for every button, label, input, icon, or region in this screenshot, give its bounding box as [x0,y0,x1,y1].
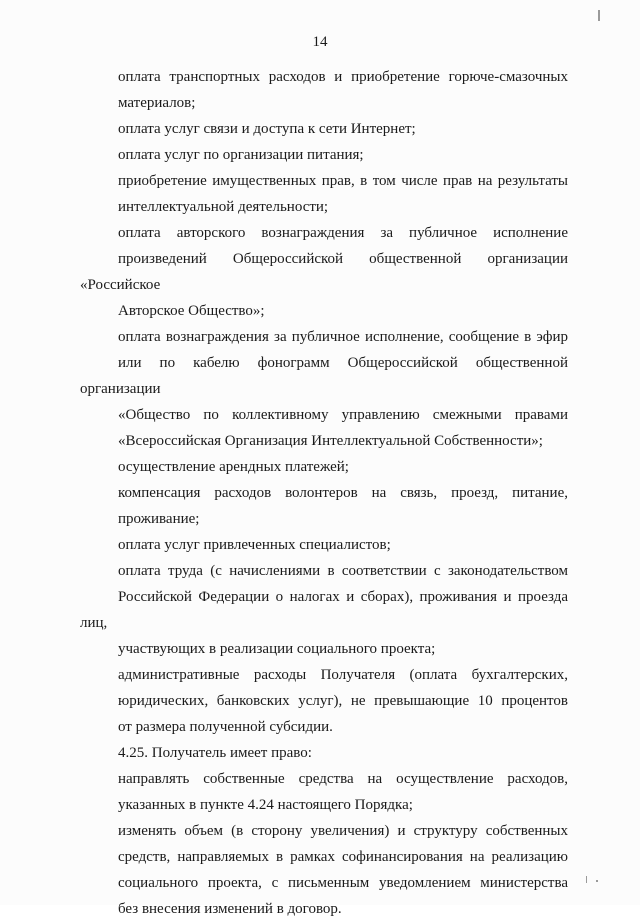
text-line: изменять объем (в сторону увеличения) и структуру собственных [118,823,568,839]
text-line: оплата авторского вознаграждения за публичное исполнение [118,225,568,241]
text-line: оплата вознаграждения за публичное исполнение, сообщение в эфир [118,329,568,345]
text-line: интеллектуальной деятельности; [118,199,329,215]
scan-speck [598,10,600,21]
text-line: направлять собственные средства на осуществление расходов, [118,771,568,787]
text-line: оплата услуг привлеченных специалистов; [118,537,391,553]
text-line: компенсация расходов волонтеров на связь, проезд, питание, [118,485,568,501]
paragraph [80,116,568,142]
text-line: Авторское Общество»; [118,303,265,319]
text-line: оплата услуг связи и доступа к сети Интернет; [118,121,416,137]
paragraph [80,480,568,532]
text-line: от размера полученной субсидии. [118,719,333,735]
paragraph [80,324,568,454]
paragraph [80,64,568,116]
paragraph [80,142,568,168]
text-line: без внесения изменений в договор. [118,901,342,917]
document-body [80,64,568,922]
paragraph [80,766,568,818]
text-line: осуществление арендных платежей; [118,459,349,475]
paragraph [80,740,568,766]
text-line: приобретение имущественных прав, в том числе прав на результаты [118,173,568,189]
text-line: юридических, банковских услуг), не превышающие 10 процентов [118,693,568,709]
text-line: оплата труда (с начислениями в соответствии с законодательством [118,563,568,579]
paragraph [80,818,568,922]
text-line: оплата транспортных расходов и приобретение горюче-смазочных [118,69,568,85]
text-line: «Общество по коллективному управлению смежными правами [118,407,568,423]
page-number: 14 [312,34,328,50]
paragraph [80,532,568,558]
text-line: материалов; [118,95,196,111]
paragraph [80,454,568,480]
text-line: указанных в пункте 4.24 настоящего Порядка; [118,797,413,813]
text-line: Российской Федерации о налогах и сборах), проживания и проезда лиц, [80,589,568,631]
paragraph [80,558,568,662]
text-line: «Всероссийская Организация Интеллектуальной Собственности»; [118,433,543,449]
text-line: 4.25. Получатель имеет право: [118,745,312,761]
text-line: проживание; [118,511,200,527]
scan-speck [586,876,587,883]
text-line: участвующих в реализации социального проекта; [118,641,436,657]
paragraph [80,168,568,220]
scan-speck [596,880,598,882]
paragraph [80,662,568,740]
text-line: оплата услуг по организации питания; [118,147,364,163]
text-line: административные расходы Получателя (оплата бухгалтерских, [118,667,568,683]
text-line: или по кабелю фонограмм Общероссийской общественной организации [80,355,568,397]
text-line: средств, направляемых в рамках софинансирования на реализацию [118,849,568,865]
text-line: произведений Общероссийской общественной организации «Российское [80,251,568,293]
paragraph [80,220,568,324]
text-line: социального проекта, с письменным уведомлением министерства [118,875,568,891]
